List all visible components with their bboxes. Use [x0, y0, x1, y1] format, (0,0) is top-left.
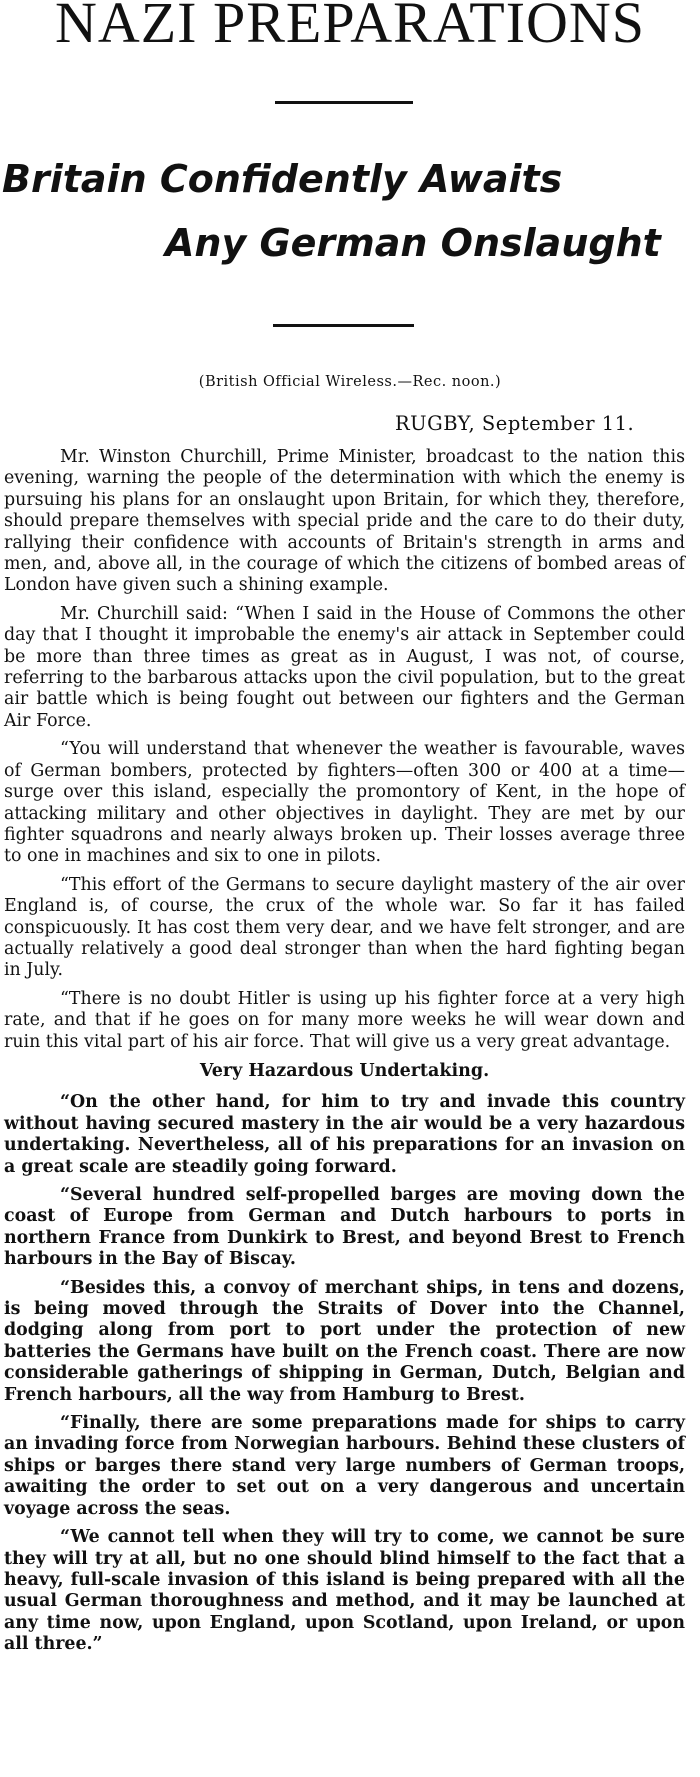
- article-body: [4, 447, 685, 1663]
- paragraph: “Finally, there are some preparations made for ships to carry an invading force from Norwegian harbours. Behind these clusters of ships or barges there stand very large numbers of German troops, awaiting the order to set out on a very dangerous and uncertain voyage across the seas.: [4, 1413, 685, 1519]
- subheadline-line-2: Any German Onslaught: [165, 221, 661, 265]
- paragraph: “We cannot tell when they will try to come, we cannot be sure they will try at all, but no one should blind himself to the fact that a heavy, full-scale invasion of this island is being prepared with all the usual German thoroughness and method, and it may be launched at any time now, upon England, upon Scotland, upon Ireland, or upon all three.”: [4, 1527, 685, 1655]
- divider-rule-top: [275, 101, 413, 104]
- dateline: RUGBY, September 11.: [395, 412, 635, 435]
- paragraph: “Several hundred self-propelled barges are moving down the coast of Europe from German and Dutch harbours to ports in northern France from Dunkirk to Brest, and beyond Brest to French harbours in the Bay of Biscay.: [4, 1185, 685, 1270]
- section-heading: Very Hazardous Undertaking.: [199, 1060, 490, 1081]
- paragraph: Mr. Winston Churchill, Prime Minister, broadcast to the nation this evening, warning the people of the determination with which the enemy is pursuing his plans for an onslaught upon Britain, for which they, therefore, should prepare themselves with special pride and the care to do their duty, rallying their confidence with accounts of Britain's strength in arms and men, and, above all, in the courage of which the citizens of bombed areas of London have given such a shining example.: [4, 447, 685, 596]
- headline: NAZI PREPARATIONS: [54, 0, 646, 55]
- paragraph: Mr. Churchill said: “When I said in the House of Commons the other day that I thought it improbable the enemy's air attack in September could be more than three times as great as in August, I was not, of course, referring to the barbarous attacks upon the civil population, but to the great air battle which is being fought out between our fighters and the German Air Force.: [4, 603, 685, 731]
- paragraph: “You will understand that whenever the weather is favourable, waves of German bombers, protected by fighters—often 300 or 400 at a time—surge over this island, especially the promontory of Kent, in the hope of attacking military and other objectives in daylight. They are met by our fighter squadrons and nearly always broken up. Their losses average three to one in machines and six to one in pilots.: [4, 739, 685, 867]
- paragraph: “This effort of the Germans to secure daylight mastery of the air over England is, of course, the crux of the whole war. So far it has failed conspicuously. It has cost them very dear, and we have felt stronger, and are actually relatively a good deal stronger than when the hard fighting began in July.: [4, 874, 685, 981]
- subheadline-line-1: Britain Confidently Awaits: [2, 157, 563, 201]
- paragraph: “There is no doubt Hitler is using up his fighter force at a very high rate, and that if he goes on for many more weeks he will wear down and ruin this vital part of his air force. That will give us a very great advantage.: [4, 988, 685, 1052]
- divider-rule-middle: [273, 324, 414, 327]
- paragraph: “Besides this, a convoy of merchant ships, in tens and dozens, is being moved through the Straits of Dover into the Channel, dodging along from port to port under the protection of new batteries the Germans have built on the French coast. There are now considerable gatherings of shipping in German, Dutch, Belgian and French harbours, all the way from Hamburg to Brest.: [4, 1277, 685, 1405]
- source-credit: (British Official Wireless.—Rec. noon.): [198, 374, 502, 390]
- paragraph: “On the other hand, for him to try and invade this country without having secured mastery in the air would be a very hazardous undertaking. Nevertheless, all of his preparations for an invasion on a great scale are steadily going forward.: [4, 1092, 685, 1177]
